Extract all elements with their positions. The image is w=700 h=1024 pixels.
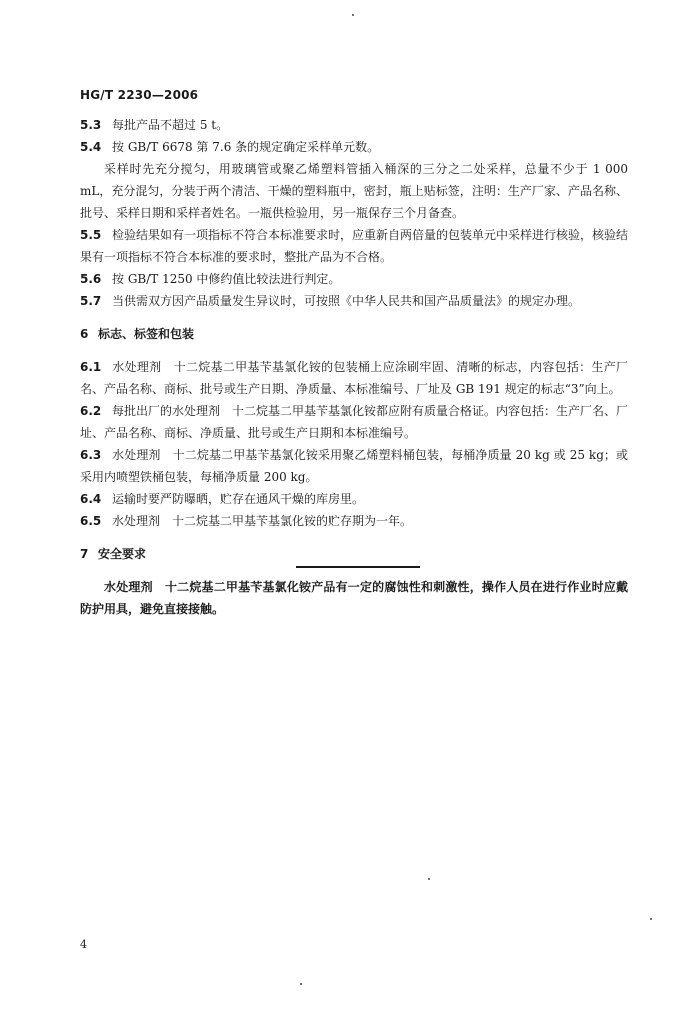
document-body bbox=[80, 114, 628, 620]
scan-speck bbox=[352, 14, 354, 16]
section-title: 安全要求 bbox=[98, 547, 147, 561]
clause-text: 水处理剂 十二烷基二甲基苄基氯化铵采用聚乙烯塑料桶包装，每桶净质量 20 kg 或 25 kg；或采用内喷塑铁桶包装，每桶净质量 200 kg。 bbox=[80, 448, 628, 484]
scan-speck bbox=[300, 983, 302, 985]
clause-number: 6.1 bbox=[80, 360, 102, 374]
clause-number: 5.4 bbox=[80, 140, 102, 154]
clause-text: 当供需双方因产品质量发生异议时，可按照《中华人民共和国产品质量法》的规定办理。 bbox=[112, 294, 581, 308]
clause-5-7 bbox=[80, 290, 628, 312]
clause-text: 运输时要严防曝晒，贮存在通风干燥的库房里。 bbox=[112, 492, 365, 506]
section-number: 7 bbox=[80, 547, 89, 561]
clause-text: 按 GB/T 6678 第 7.6 条的规定确定采样单元数。 bbox=[112, 140, 380, 154]
clause-text: 水处理剂 十二烷基二甲基苄基氯化铵的贮存期为一年。 bbox=[112, 514, 413, 528]
clause-5-3 bbox=[80, 114, 628, 136]
section-number: 6 bbox=[80, 327, 89, 341]
section-7-heading bbox=[80, 543, 628, 565]
clause-text: 每批出厂的水处理剂 十二烷基二甲基苄基氯化铵都应附有质量合格证。内容包括：生产厂名、厂址、产品名称、商标、净质量、批号或生产日期和本标准编号。 bbox=[80, 404, 629, 440]
section-title: 标志、标签和包装 bbox=[98, 327, 195, 341]
clause-text: 每批产品不超过 5 t。 bbox=[112, 118, 229, 132]
clause-number: 5.7 bbox=[80, 294, 102, 308]
standard-code-header: HG/T 2230—2006 bbox=[80, 88, 199, 102]
clause-5-5 bbox=[80, 224, 628, 268]
clause-6-4 bbox=[80, 488, 628, 510]
scan-speck bbox=[650, 918, 652, 920]
clause-number: 6.2 bbox=[80, 404, 102, 418]
clause-5-6 bbox=[80, 268, 628, 290]
clause-text: 按 GB/T 1250 中修约值比较法进行判定。 bbox=[112, 272, 341, 286]
clause-number: 6.5 bbox=[80, 514, 102, 528]
clause-6-5 bbox=[80, 510, 628, 532]
end-of-document-rule bbox=[296, 566, 420, 568]
clause-number: 6.4 bbox=[80, 492, 102, 506]
sampling-paragraph: 采样时先充分搅匀，用玻璃管或聚乙烯塑料管插入桶深的三分之二处采样，总量不少于 1 000 mL，充分混匀，分装于两个清洁、干燥的塑料瓶中，密封，瓶上贴标签，注明：生产厂家、产品名称、批号、采样日期和采样者姓名。一瓶供检验用，另一瓶保存三个月备查。 bbox=[80, 162, 628, 220]
clause-number: 5.5 bbox=[80, 228, 102, 242]
safety-requirements-text: 水处理剂 十二烷基二甲基苄基氯化铵产品有一定的腐蚀性和刺激性，操作人员在进行作业时应戴防护用具，避免直接接触。 bbox=[80, 580, 628, 616]
clause-6-1 bbox=[80, 356, 628, 400]
clause-text: 检验结果如有一项指标不符合本标准要求时，应重新自两倍量的包装单元中采样进行核验，核验结果有一项指标不符合本标准的要求时，整批产品为不合格。 bbox=[80, 228, 629, 264]
scan-speck bbox=[428, 878, 430, 880]
clause-number: 5.3 bbox=[80, 118, 102, 132]
clause-text: 水处理剂 十二烷基二甲基苄基氯化铵的包装桶上应涂刷牢固、清晰的标志，内容包括：生产厂名、产品名称、商标、批号或生产日期、净质量、本标准编号、厂址及 GB 191 规定的标志“3”向上。 bbox=[80, 360, 628, 396]
clause-6-3 bbox=[80, 444, 628, 488]
section-6-heading bbox=[80, 323, 628, 345]
page-number: 4 bbox=[80, 938, 87, 951]
clause-6-2 bbox=[80, 400, 628, 444]
clause-number: 5.6 bbox=[80, 272, 102, 286]
clause-5-4 bbox=[80, 136, 628, 158]
clause-number: 6.3 bbox=[80, 448, 102, 462]
